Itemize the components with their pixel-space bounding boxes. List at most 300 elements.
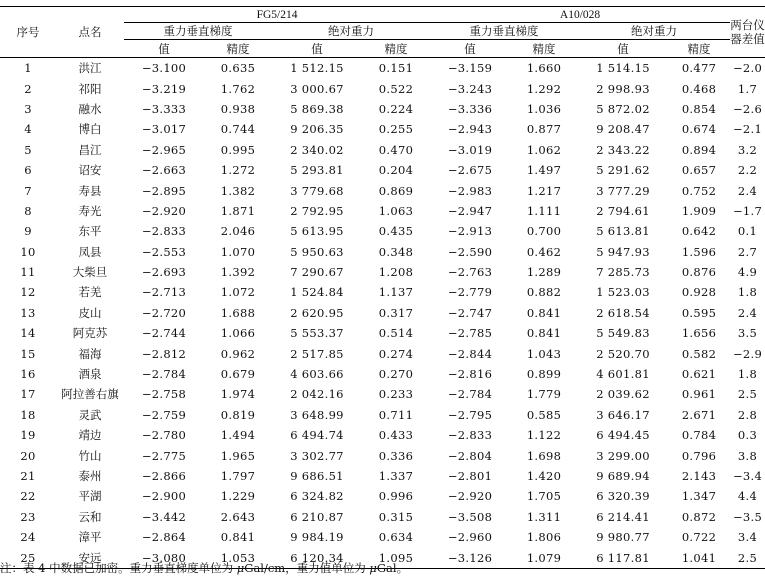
cell-fg5-absolute-gravity-precision: 0.233	[378, 387, 414, 402]
table-row	[0, 466, 765, 486]
cell-fg5-gradient-value: −2.895	[141, 183, 187, 198]
cell-index: 3	[24, 101, 32, 116]
cell-fg5-gradient-precision: 1.272	[220, 163, 256, 178]
cell-a10-gradient-precision: 1.705	[526, 489, 562, 504]
cell-a10-absolute-gravity-value: 6 320.39	[596, 489, 650, 504]
col-header-diff-line2: 器差值	[730, 32, 765, 46]
col-header-diff-line1: 两台仪	[730, 18, 765, 32]
cell-fg5-gradient-precision: 1.688	[220, 305, 256, 320]
cell-fg5-absolute-gravity-value: 2 792.95	[290, 203, 344, 218]
cell-fg5-absolute-gravity-precision: 1.337	[378, 469, 414, 483]
cell-instrument-difference: −2.1	[732, 122, 763, 137]
cell-index: 5	[24, 142, 32, 157]
cell-a10-gradient-precision: 1.122	[526, 428, 562, 443]
cell-station-name: 诏安	[78, 163, 102, 178]
cell-a10-gradient-value: −2.795	[447, 407, 493, 422]
cell-instrument-difference: 0.1	[737, 224, 758, 239]
group-header-a10: A10/028	[430, 7, 730, 23]
cell-fg5-absolute-gravity-value: 9 686.51	[290, 469, 344, 483]
cell-fg5-gradient-precision: 1.070	[220, 244, 256, 259]
cell-fg5-absolute-gravity-precision: 0.996	[378, 489, 414, 504]
cell-a10-gradient-value: −2.983	[447, 183, 493, 198]
subheader-b-abs: 绝对重力	[578, 23, 730, 40]
cell-a10-gradient-precision: 1.111	[526, 203, 562, 218]
cell-instrument-difference: −3.4	[732, 469, 763, 483]
cell-fg5-gradient-precision: 2.046	[220, 224, 256, 239]
cell-fg5-gradient-value: −2.759	[141, 407, 187, 422]
cell-fg5-absolute-gravity-value: 5 869.38	[290, 101, 344, 116]
cell-fg5-absolute-gravity-value: 5 293.81	[290, 163, 344, 178]
cell-fg5-absolute-gravity-value: 1 524.84	[290, 285, 344, 300]
cell-a10-gradient-precision: 1.660	[526, 61, 562, 76]
cell-a10-absolute-gravity-value: 5 291.62	[596, 163, 650, 178]
cell-a10-gradient-value: −2.675	[447, 163, 493, 178]
cell-fg5-gradient-precision: 1.066	[220, 326, 256, 341]
cell-instrument-difference: 2.8	[737, 407, 758, 422]
table-row	[0, 405, 765, 425]
cell-fg5-absolute-gravity-value: 9 984.19	[290, 530, 344, 545]
cell-a10-absolute-gravity-value: 5 549.83	[596, 326, 650, 341]
cell-fg5-gradient-value: −2.965	[141, 142, 187, 157]
cell-a10-gradient-precision: 1.062	[526, 142, 562, 157]
cell-instrument-difference: 2.7	[737, 244, 758, 259]
cell-a10-absolute-gravity-value: 6 494.45	[596, 428, 650, 443]
cell-fg5-gradient-precision: 1.797	[220, 469, 256, 483]
cell-a10-absolute-gravity-precision: 1.909	[681, 203, 717, 218]
footnote-unit2-mu: μ	[369, 561, 377, 575]
cell-station-name: 漳平	[78, 530, 102, 545]
table-row	[0, 282, 765, 302]
subheader-a-grad: 重力垂直梯度	[124, 23, 272, 40]
cell-fg5-gradient-precision: 2.643	[220, 509, 256, 524]
cell-a10-gradient-value: −2.747	[447, 305, 493, 320]
cell-a10-absolute-gravity-precision: 0.477	[681, 61, 717, 76]
cell-fg5-absolute-gravity-precision: 0.435	[378, 224, 414, 239]
cell-fg5-gradient-precision: 1.965	[220, 448, 256, 463]
cell-fg5-gradient-value: −2.775	[141, 448, 187, 463]
cell-station-name: 大柴旦	[72, 265, 108, 280]
cell-a10-absolute-gravity-value: 3 777.29	[596, 183, 650, 198]
footnote-unit1-mu: μ	[236, 561, 245, 575]
cell-fg5-gradient-precision: 1.494	[220, 428, 256, 443]
group-header-fg5: FG5/214	[124, 7, 430, 23]
cell-a10-absolute-gravity-precision: 1.041	[668, 547, 730, 568]
cell-fg5-absolute-gravity-value: 5 553.37	[290, 326, 344, 341]
cell-a10-absolute-gravity-value: 9 208.47	[596, 122, 650, 137]
cell-a10-absolute-gravity-precision: 0.854	[681, 101, 717, 116]
table-row	[0, 262, 765, 282]
cell-a10-gradient-value: −2.833	[447, 428, 493, 443]
cell-station-name: 融水	[78, 101, 102, 116]
cell-index: 15	[20, 346, 36, 361]
table-row	[0, 58, 765, 79]
cell-a10-absolute-gravity-precision: 0.928	[681, 285, 717, 300]
cell-instrument-difference: 3.5	[737, 326, 758, 341]
cell-fg5-gradient-precision: 1.072	[220, 285, 256, 300]
cell-station-name: 安远	[56, 547, 124, 568]
cell-fg5-gradient-precision: 0.995	[220, 142, 256, 157]
cell-a10-gradient-precision: 1.292	[526, 81, 562, 96]
cell-a10-gradient-value: −2.960	[447, 530, 493, 545]
col-a-grad-prec: 精度	[204, 40, 272, 58]
cell-station-name: 福海	[78, 346, 102, 361]
cell-a10-absolute-gravity-value: 2 794.61	[596, 203, 650, 218]
cell-index: 9	[24, 224, 32, 239]
table-body	[0, 58, 765, 569]
cell-instrument-difference: 0.3	[737, 428, 758, 443]
cell-fg5-absolute-gravity-value: 5 613.95	[290, 224, 344, 239]
cell-a10-gradient-precision: 1.806	[526, 530, 562, 545]
cell-instrument-difference: 4.4	[737, 489, 758, 504]
cell-fg5-absolute-gravity-precision: 0.522	[378, 81, 414, 96]
cell-fg5-gradient-precision: 1.762	[220, 81, 256, 96]
cell-fg5-gradient-precision: 1.229	[220, 489, 256, 504]
cell-a10-absolute-gravity-value: 9 980.77	[596, 530, 650, 545]
table-row	[0, 445, 765, 465]
cell-index: 17	[20, 387, 36, 402]
cell-a10-absolute-gravity-value: 4 601.81	[596, 367, 650, 382]
cell-station-name: 凤县	[78, 244, 102, 259]
table-row	[0, 180, 765, 200]
cell-fg5-absolute-gravity-value: 6 210.87	[290, 509, 344, 524]
table-row	[0, 78, 765, 98]
cell-instrument-difference: 2.5	[737, 387, 758, 402]
cell-a10-absolute-gravity-value: 2 520.70	[596, 346, 650, 361]
cell-a10-absolute-gravity-precision: 0.876	[681, 265, 717, 280]
cell-index: 25	[0, 547, 56, 568]
table-footnote	[0, 560, 408, 576]
cell-a10-gradient-precision: 0.700	[526, 224, 562, 239]
cell-a10-absolute-gravity-value: 2 998.93	[596, 81, 650, 96]
cell-a10-gradient-value: −2.801	[447, 469, 493, 483]
cell-fg5-gradient-value: −2.693	[141, 265, 187, 280]
cell-a10-absolute-gravity-precision: 0.674	[681, 122, 717, 137]
cell-instrument-difference: −3.5	[732, 509, 763, 524]
cell-a10-absolute-gravity-precision: 1.656	[681, 326, 717, 341]
cell-a10-gradient-precision: 0.899	[526, 367, 562, 382]
cell-index: 18	[20, 407, 36, 422]
cell-a10-absolute-gravity-precision: 0.872	[681, 509, 717, 524]
cell-a10-gradient-precision: 0.585	[526, 407, 562, 422]
cell-fg5-gradient-value: −2.713	[141, 285, 187, 300]
cell-fg5-absolute-gravity-precision: 0.869	[378, 183, 414, 198]
cell-a10-absolute-gravity-value: 1 514.15	[596, 61, 650, 76]
gravity-comparison-table	[0, 6, 765, 569]
cell-a10-gradient-value: −2.913	[447, 224, 493, 239]
cell-a10-gradient-value: −3.508	[447, 509, 493, 524]
cell-a10-absolute-gravity-precision: 0.961	[681, 387, 717, 402]
cell-fg5-absolute-gravity-precision: 0.204	[378, 163, 414, 178]
cell-index: 20	[20, 448, 36, 463]
table-row	[0, 364, 765, 384]
cell-a10-gradient-value: −2.779	[447, 285, 493, 300]
cell-fg5-absolute-gravity-value: 5 950.63	[290, 244, 344, 259]
cell-a10-gradient-precision: 1.779	[526, 387, 562, 402]
table-row	[0, 99, 765, 119]
cell-instrument-difference: 2.2	[737, 163, 758, 178]
cell-fg5-gradient-precision: 1.871	[220, 203, 256, 218]
cell-a10-gradient-precision: 0.841	[526, 305, 562, 320]
cell-a10-gradient-value: −2.784	[447, 387, 493, 402]
cell-fg5-gradient-precision: 0.819	[220, 407, 256, 422]
cell-instrument-difference: 3.4	[737, 530, 758, 545]
cell-index: 22	[20, 489, 36, 504]
cell-station-name: 靖边	[78, 428, 102, 443]
cell-fg5-gradient-value: −3.100	[141, 61, 187, 76]
table-row	[0, 303, 765, 323]
cell-station-name: 洪江	[78, 61, 102, 76]
table-row	[0, 140, 765, 160]
cell-station-name: 寿光	[78, 203, 102, 218]
cell-a10-gradient-precision: 1.311	[526, 509, 562, 524]
cell-station-name: 祁阳	[78, 81, 102, 96]
cell-a10-gradient-precision: 1.079	[510, 547, 578, 568]
cell-fg5-absolute-gravity-precision: 0.433	[378, 428, 414, 443]
cell-index: 10	[20, 244, 36, 259]
cell-a10-absolute-gravity-precision: 0.796	[681, 448, 717, 463]
cell-fg5-absolute-gravity-value: 2 517.85	[290, 346, 344, 361]
cell-a10-absolute-gravity-precision: 0.621	[681, 367, 717, 382]
cell-a10-gradient-precision: 1.420	[526, 469, 562, 483]
cell-fg5-gradient-value: −3.017	[141, 122, 187, 137]
cell-index: 12	[20, 285, 36, 300]
cell-a10-absolute-gravity-precision: 0.722	[681, 530, 717, 545]
cell-fg5-gradient-value: −3.442	[141, 509, 187, 524]
cell-a10-gradient-value: −2.763	[447, 265, 493, 280]
cell-fg5-gradient-precision: 0.679	[220, 367, 256, 382]
col-b-grad-prec: 精度	[510, 40, 578, 58]
cell-fg5-absolute-gravity-precision: 0.317	[378, 305, 414, 320]
col-header-index: 序号	[0, 7, 56, 58]
cell-fg5-absolute-gravity-precision: 1.208	[378, 265, 414, 280]
cell-instrument-difference: 2.5	[730, 547, 765, 568]
cell-a10-absolute-gravity-value: 5 947.93	[596, 244, 650, 259]
cell-a10-gradient-precision: 0.882	[526, 285, 562, 300]
cell-fg5-absolute-gravity-value: 1 512.15	[290, 61, 344, 76]
cell-instrument-difference: 3.2	[737, 142, 758, 157]
col-b-abs-val: 值	[578, 40, 668, 58]
cell-fg5-gradient-value: −2.833	[141, 224, 187, 239]
cell-fg5-absolute-gravity-precision: 0.315	[378, 509, 414, 524]
cell-fg5-absolute-gravity-precision: 1.137	[378, 285, 414, 300]
cell-a10-absolute-gravity-value: 2 343.22	[596, 142, 650, 157]
cell-a10-gradient-precision: 1.217	[526, 183, 562, 198]
table-row	[0, 343, 765, 363]
cell-a10-absolute-gravity-precision: 0.894	[681, 142, 717, 157]
cell-index: 19	[20, 428, 36, 443]
cell-station-name: 平湖	[78, 489, 102, 504]
col-b-grad-val: 值	[430, 40, 510, 58]
cell-a10-absolute-gravity-precision: 0.582	[681, 346, 717, 361]
cell-station-name: 泰州	[78, 469, 102, 483]
cell-fg5-absolute-gravity-precision: 0.634	[378, 530, 414, 545]
cell-fg5-gradient-precision: 0.962	[220, 346, 256, 361]
cell-a10-gradient-precision: 1.043	[526, 346, 562, 361]
footnote-prefix: 注：表 4 中数据已加密。重力垂直梯度单位为	[0, 561, 237, 575]
cell-fg5-gradient-precision: 1.392	[220, 265, 256, 280]
cell-a10-gradient-precision: 1.036	[526, 101, 562, 116]
subheader-b-grad: 重力垂直梯度	[430, 23, 578, 40]
cell-instrument-difference: 1.8	[737, 367, 758, 382]
cell-fg5-absolute-gravity-precision: 0.470	[378, 142, 414, 157]
cell-a10-absolute-gravity-precision: 0.752	[681, 183, 717, 198]
cell-a10-absolute-gravity-precision: 0.784	[681, 428, 717, 443]
cell-station-name: 东平	[78, 224, 102, 239]
cell-fg5-gradient-value: −3.080	[124, 547, 204, 568]
cell-fg5-gradient-value: −2.864	[141, 530, 187, 545]
cell-a10-gradient-value: −3.159	[447, 61, 493, 76]
cell-fg5-absolute-gravity-precision: 0.270	[378, 367, 414, 382]
subheader-a-abs: 绝对重力	[272, 23, 430, 40]
cell-fg5-absolute-gravity-precision: 0.348	[378, 244, 414, 259]
col-a-abs-prec: 精度	[362, 40, 430, 58]
cell-a10-absolute-gravity-value: 9 689.94	[596, 469, 650, 483]
cell-instrument-difference: −2.9	[732, 346, 763, 361]
col-b-abs-prec: 精度	[668, 40, 730, 58]
cell-a10-gradient-value: −2.844	[447, 346, 493, 361]
cell-a10-gradient-value: −3.019	[447, 142, 493, 157]
cell-station-name: 阿克苏	[72, 326, 108, 341]
cell-a10-absolute-gravity-value: 6 117.81	[578, 547, 668, 568]
cell-fg5-absolute-gravity-value: 2 620.95	[290, 305, 344, 320]
footnote-unit2-rest: Gal。	[376, 561, 409, 575]
cell-a10-absolute-gravity-value: 1 523.03	[596, 285, 650, 300]
cell-a10-absolute-gravity-value: 5 613.81	[596, 224, 650, 239]
cell-index: 21	[20, 469, 36, 483]
cell-fg5-absolute-gravity-value: 6 324.82	[290, 489, 344, 504]
cell-index: 13	[20, 305, 36, 320]
cell-station-name: 皮山	[78, 305, 102, 320]
cell-fg5-gradient-precision: 1.974	[220, 387, 256, 402]
cell-index: 1	[24, 61, 32, 76]
cell-fg5-absolute-gravity-value: 2 042.16	[290, 387, 344, 402]
cell-a10-gradient-value: −2.943	[447, 122, 493, 137]
cell-fg5-gradient-value: −2.553	[141, 244, 187, 259]
col-header-name: 点名	[56, 7, 124, 58]
cell-fg5-absolute-gravity-value: 3 302.77	[290, 448, 344, 463]
cell-station-name: 酒泉	[78, 367, 102, 382]
cell-a10-absolute-gravity-precision: 0.595	[681, 305, 717, 320]
table-row	[0, 527, 765, 547]
cell-instrument-difference: 2.4	[737, 305, 758, 320]
cell-fg5-gradient-precision: 0.841	[220, 530, 256, 545]
table-row	[0, 323, 765, 343]
cell-a10-gradient-value: −3.243	[447, 81, 493, 96]
cell-index: 23	[20, 509, 36, 524]
cell-a10-absolute-gravity-precision: 0.468	[681, 81, 717, 96]
cell-fg5-absolute-gravity-precision: 0.711	[378, 407, 414, 422]
cell-a10-absolute-gravity-value: 7 285.73	[596, 265, 650, 280]
table-row	[0, 201, 765, 221]
cell-a10-gradient-precision: 0.877	[526, 122, 562, 137]
cell-instrument-difference: 1.7	[737, 81, 758, 96]
table-row	[0, 384, 765, 404]
cell-fg5-absolute-gravity-precision: 0.255	[378, 122, 414, 137]
cell-fg5-gradient-value: −2.866	[141, 469, 187, 483]
cell-fg5-gradient-value: −3.333	[141, 101, 187, 116]
cell-a10-absolute-gravity-precision: 2.143	[681, 469, 717, 483]
cell-fg5-gradient-value: −2.920	[141, 203, 187, 218]
cell-fg5-gradient-value: −2.758	[141, 387, 187, 402]
cell-a10-gradient-value: −2.947	[447, 203, 493, 218]
cell-station-name: 寿县	[78, 183, 102, 198]
cell-fg5-gradient-value: −2.780	[141, 428, 187, 443]
cell-fg5-gradient-value: −2.900	[141, 489, 187, 504]
cell-fg5-gradient-value: −2.720	[141, 305, 187, 320]
cell-fg5-gradient-precision: 1.382	[220, 183, 256, 198]
cell-station-name: 昌江	[78, 142, 102, 157]
cell-index: 24	[20, 530, 36, 545]
cell-fg5-gradient-value: −2.812	[141, 346, 187, 361]
col-a-grad-val: 值	[124, 40, 204, 58]
cell-a10-absolute-gravity-precision: 0.657	[681, 163, 717, 178]
cell-station-name: 阿拉善右旗	[61, 387, 119, 402]
cell-fg5-gradient-precision: 0.744	[220, 122, 256, 137]
col-a-abs-val: 值	[272, 40, 362, 58]
cell-a10-gradient-value: −2.785	[447, 326, 493, 341]
cell-station-name: 云和	[78, 509, 102, 524]
cell-a10-gradient-precision: 0.841	[526, 326, 562, 341]
cell-instrument-difference: 1.8	[737, 285, 758, 300]
cell-fg5-absolute-gravity-precision: 0.151	[378, 61, 414, 76]
cell-index: 14	[20, 326, 36, 341]
footnote-unit1-rest: Gal/cm，重力值单位为	[244, 561, 370, 575]
table-row	[0, 242, 765, 262]
cell-a10-absolute-gravity-value: 2 039.62	[596, 387, 650, 402]
cell-index: 11	[20, 265, 36, 280]
cell-a10-gradient-value: −2.920	[447, 489, 493, 504]
cell-fg5-gradient-value: −2.784	[141, 367, 187, 382]
cell-fg5-absolute-gravity-precision: 0.224	[378, 101, 414, 116]
cell-fg5-gradient-precision: 0.635	[220, 61, 256, 76]
cell-a10-gradient-precision: 1.289	[526, 265, 562, 280]
cell-index: 2	[24, 81, 32, 96]
cell-a10-gradient-value: −3.336	[447, 101, 493, 116]
cell-a10-absolute-gravity-value: 3 299.00	[596, 448, 650, 463]
cell-station-name: 若羌	[78, 285, 102, 300]
cell-instrument-difference: −1.7	[732, 203, 763, 218]
cell-fg5-absolute-gravity-value: 3 779.68	[290, 183, 344, 198]
cell-fg5-gradient-value: −2.744	[141, 326, 187, 341]
cell-a10-absolute-gravity-precision: 1.347	[681, 489, 717, 504]
cell-fg5-gradient-precision: 1.053	[204, 547, 272, 568]
cell-fg5-absolute-gravity-value: 4 603.66	[290, 367, 344, 382]
cell-fg5-absolute-gravity-precision: 1.095	[362, 547, 430, 568]
table-row	[0, 507, 765, 527]
cell-fg5-absolute-gravity-precision: 0.274	[378, 346, 414, 361]
cell-fg5-gradient-value: −2.663	[141, 163, 187, 178]
table-row	[0, 160, 765, 180]
cell-a10-gradient-value: −2.804	[447, 448, 493, 463]
cell-a10-absolute-gravity-precision: 2.671	[681, 407, 717, 422]
table-row	[0, 425, 765, 445]
table-row	[0, 221, 765, 241]
cell-a10-gradient-value: −2.590	[447, 244, 493, 259]
cell-fg5-absolute-gravity-value: 7 290.67	[290, 265, 344, 280]
cell-a10-absolute-gravity-precision: 1.596	[681, 244, 717, 259]
cell-a10-absolute-gravity-value: 2 618.54	[596, 305, 650, 320]
cell-fg5-absolute-gravity-precision: 0.336	[378, 448, 414, 463]
cell-instrument-difference: −2.0	[732, 61, 763, 76]
cell-fg5-absolute-gravity-value: 6 120.34	[272, 547, 362, 568]
cell-station-name: 竹山	[78, 448, 102, 463]
cell-instrument-difference: 4.9	[737, 265, 758, 280]
cell-a10-gradient-precision: 1.698	[526, 448, 562, 463]
cell-instrument-difference: 2.4	[737, 183, 758, 198]
col-header-diff	[730, 7, 765, 58]
cell-a10-absolute-gravity-value: 6 214.41	[596, 509, 650, 524]
cell-station-name: 灵武	[78, 407, 102, 422]
